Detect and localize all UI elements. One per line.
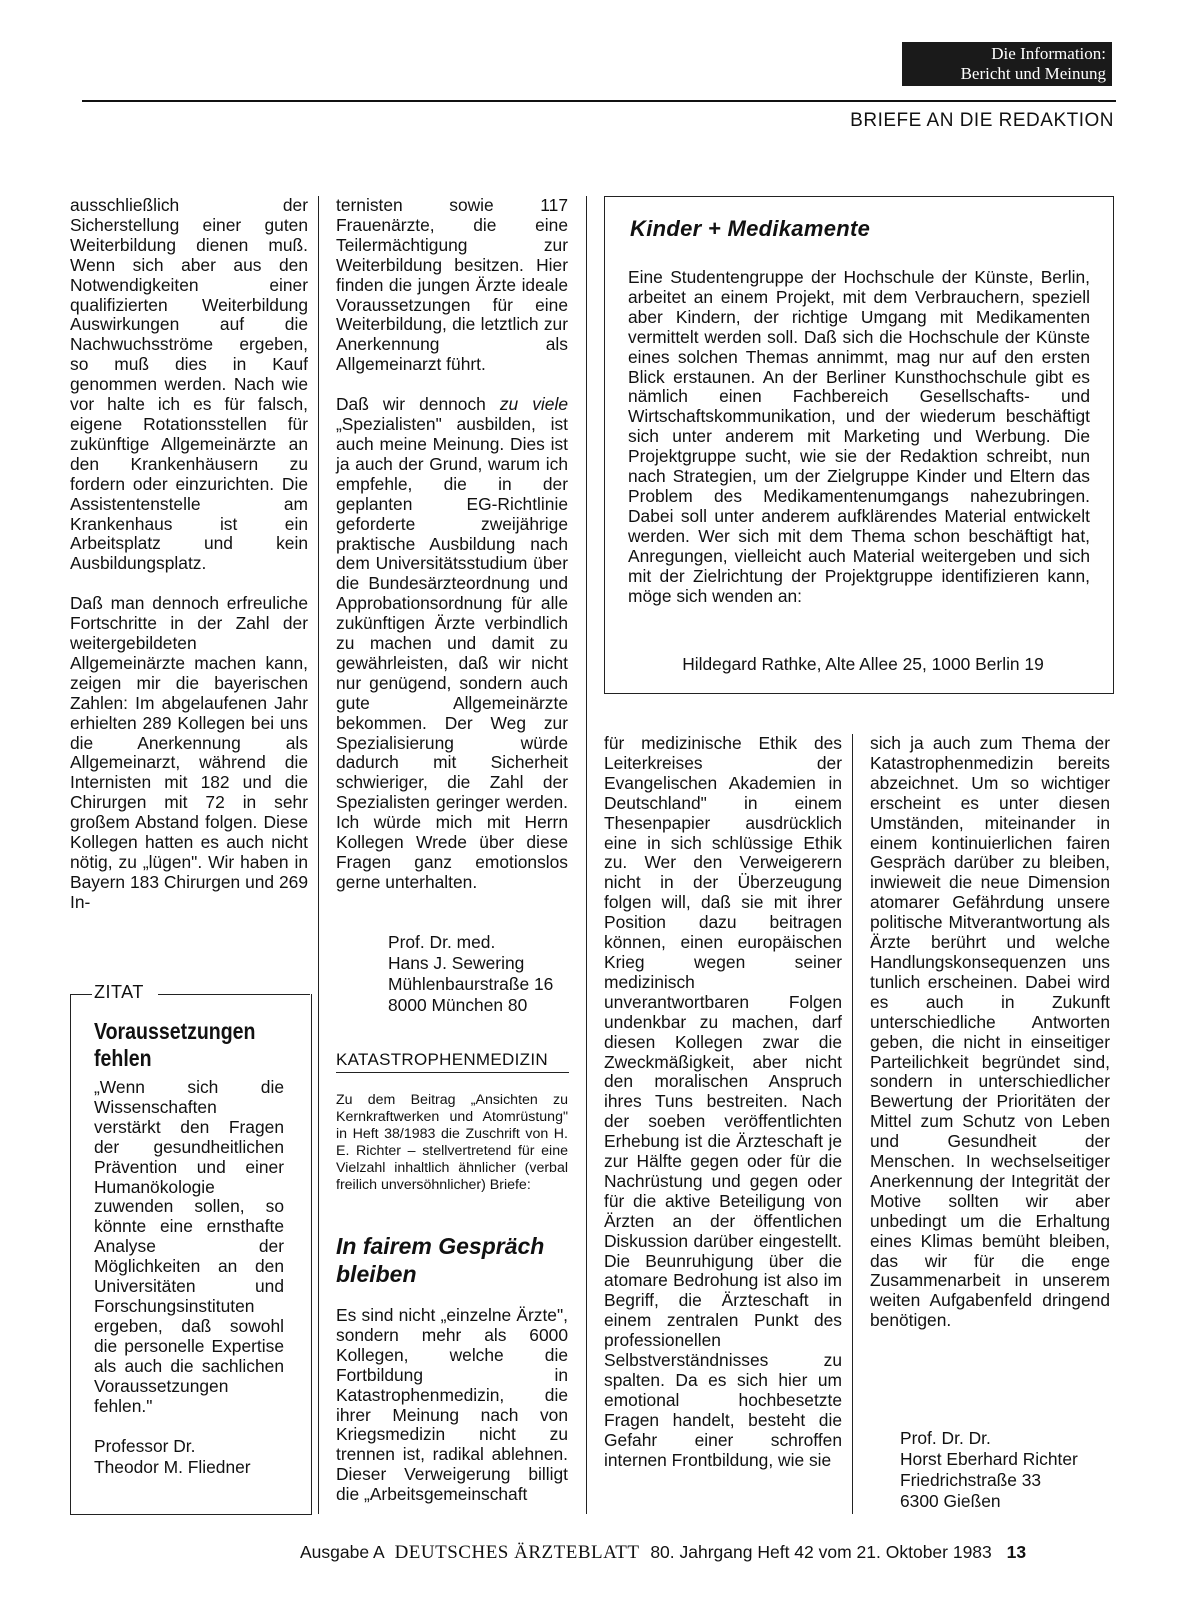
signature-line: Professor Dr. (94, 1436, 196, 1457)
header-rule (82, 100, 1116, 102)
page-footer (300, 1542, 1112, 1564)
emphasis: zu viele (499, 394, 568, 415)
section-badge-line1: Die Information: (991, 44, 1106, 63)
signature-sewering (388, 932, 578, 1016)
signature-line: Prof. Dr. med. (388, 932, 496, 952)
quote-title: Voraussetzungen fehlen (94, 1018, 256, 1071)
paragraph: für medizinische Ethik des Leiterkreises der Evangelischen Akademien in Deutschland" in einem Thesenpapier ausdrücklich eine in sich schlüssige Ethik zu. Wer den Verweigerern nicht in der Überzeugung folgen will, daß sie mit ihrer Position dazu beitragen können, einen europäischen Krieg wegen seiner medizinisch unverantwortbaren Folgen undenkbar zu machen, darf diesen Kollegen zwar die Zweckmäßigkeit, aber nicht den moralischen Anspruch ihres Tuns bestreiten. Nach der soeben veröffentlichten Erhebung ist die Ärzteschaft je zur Hälfte gegen oder für die Nachrüstung und gegen oder für die aktive Beteiligung von Ärzten an der öffentlichen Diskussion darüber eingestellt. Die Beunruhigung über die atomare Bedrohung ist also im Begriff, die Ärzteschaft in einem zentralen Punkt des professionellen Selbstverständnisses zu spalten. Da es sich hier um emotional hochbesetzte Fragen handelt, besteht die Gefahr einer schroffen internen Frontbildung, wie sie (604, 733, 842, 1470)
signature-line: Horst Eberhard Richter (900, 1449, 1078, 1469)
quote-box-rule (158, 994, 310, 995)
footer-issue: 80. Jahrgang Heft 42 vom 21. Oktober 1983 (650, 1542, 992, 1562)
signature-line: Mühlenbaurstraße 16 (388, 974, 554, 994)
paragraph: Daß man dennoch erfreuliche Fortschritte in der Zahl der weitergebildeten Allgemeinärzte machen kann, zeigen mir die bayerischen Zahlen: Im abgelaufenen Jahr erhielten 289 Kollegen bei uns die Anerkennung als Allgemeinarzt, während die Internisten mit 182 und die Chirurgen mit 72 in sehr großem Abstand folgen. Diese Kollegen hatten es auch nicht nötig, zu „lügen". Wir haben in Bayern 183 Chirurgen und 269 In- (70, 593, 308, 912)
page-number: 13 (1006, 1542, 1027, 1562)
footer-edition: Ausgabe A (300, 1542, 384, 1562)
footer-magazine: DEUTSCHES ÄRZTEBLATT (394, 1542, 640, 1563)
paragraph (336, 395, 568, 893)
column-2 (336, 196, 568, 893)
paragraph: Es sind nicht „einzelne Ärzte", sondern mehr als 6000 Kollegen, welche die Fortbildung in Katastrophenmedizin, die ihrer Meinung nach von Kriegsmedizin nicht zu trennen ist, radikal ablehnen. Dieser Verweigerung billigt die „Arbeitsgemeinschaft (336, 1305, 568, 1505)
column-divider (852, 734, 853, 1514)
signature-line: 6300 Gießen (900, 1491, 1001, 1511)
notice-title: Kinder + Medikamente (630, 216, 871, 241)
signature-line: Friedrichstraße 33 (900, 1470, 1042, 1490)
section-title: BRIEFE AN DIE REDAKTION (850, 110, 1114, 131)
notice-address: Hildegard Rathke, Alte Allee 25, 1000 Berlin 19 (682, 654, 1044, 674)
quote-body (94, 1078, 284, 1478)
article-intro: Zu dem Beitrag „Ansichten zu Kernkraftwerken und Atomrüstung" in Heft 38/1983 die Zuschrift von H. E. Richter – stellvertretend für eine Vielzahl inhaltlich ähnlicher (verbal freilich unversöhnlicher) Briefe: (336, 1092, 568, 1193)
signature-line: Theodor M. Fliedner (94, 1457, 251, 1478)
article-start (336, 1306, 568, 1505)
article-title: In fairem Gespräch bleiben (336, 1233, 545, 1287)
text-run: Daß wir dennoch (336, 394, 500, 415)
quote-box-rule (70, 994, 92, 995)
signature-line: Prof. Dr. Dr. (900, 1428, 991, 1448)
paragraph: ausschließlich der Sicherstellung einer guten Weiterbildung dienen muß. Wenn sich aber aus den Notwendigkeiten einer qualifizierten Weiterbildung Auswirkungen auf die Nachwuchsströme ergeben, so muß dies in Kauf genommen werden. Nach wie vor halte ich es für falsch, eigene Rotationsstellen für zukünftige Allgemeinärzte an den Krankenhäusern zu fordern oder einzurichten. Die Assistentenstelle am Krankenhaus ist ein Arbeitsplatz und kein Ausbildungsplatz. (70, 195, 308, 574)
rubric-label: KATASTROPHENMEDIZIN (336, 1050, 548, 1069)
section-badge-line2: Bericht und Meinung (960, 64, 1106, 83)
paragraph: sich ja auch zum Thema der Katastrophenmedizin bereits abzeichnet. Um so wichtiger erscheint es unter diesen Umständen, miteinander in einem kontinuierlichen fairen Gespräch darüber zu bleiben, inwieweit die neue Dimension atomarer Gefährdung unsere politische Mitverantwortung als Ärzte berührt und welche Handlungskonsequenzen uns tunlich erscheinen. Dabei wird es auch in Zukunft unterschiedliche Antworten geben, die nicht in einseitiger Parteilichkeit begründet sind, sondern in unterschiedlicher Bewertung der Prioritäten der Mittel zum Schutz von Leben und Gesundheit der Menschen. In wechselseitiger Anerkennung der Integrität der Motive sollten wir aber unbedingt um die Erhaltung eines Klimas bemüht bleiben, das wir für die enge Zusammenarbeit in unserem weiten Aufgabenfeld dringend benötigen. (870, 733, 1110, 1331)
column-1 (70, 196, 308, 913)
column-divider (318, 196, 319, 1514)
paragraph: Eine Studentengruppe der Hochschule der Künste, Berlin, arbeitet an einem Projekt, mit dem Verbrauchern, speziell aber Kindern, der richtige Umgang mit Medikamenten vermittelt werden soll. Daß sich die Hochschule der Künste eines solchen Themas annimmt, mag nur auf den ersten Blick erstaunen. An der Berliner Kunsthochschule gibt es nämlich einen Fachbereich Gesellschafts- und Wirtschaftskommunikation, und der wiederum beschäftigt sich unter anderem mit Marketing und Werbung. Die Projektgruppe sucht, wie sie der Redaktion schreibt, nun nach Strategien, um der Zielgruppe Kinder und Eltern das Problem des Medikamentenumgangs nahezubringen. Dabei soll unter anderem aufklärendes Material entwickelt werden. Wer sich mit dem Thema schon beschäftigt hat, Anregungen, vielleicht auch Material weitergeben und sich mit der Zielrichtung der Projektgruppe identifizieren kann, möge sich wenden an: (628, 267, 1090, 606)
section-badge (902, 42, 1112, 86)
quote-label: ZITAT (94, 982, 144, 1002)
notice-body (628, 268, 1090, 606)
signature-line: Hans J. Sewering (388, 953, 525, 973)
column-4 (870, 734, 1110, 1331)
column-3 (604, 734, 842, 1471)
rubric-rule (336, 1072, 569, 1073)
signature-line: 8000 München 80 (388, 995, 528, 1015)
quote-text: „Wenn sich die Wissenschaften verstärkt den Fragen der gesundheitlichen Prävention und einer Humanökologie zuwenden sollen, so könnte eine ernsthafte Analyse der Möglichkeiten an den Universitäten und Forschungsinstituten ergeben, daß sowohl die personelle Expertise als auch die sachlichen Voraussetzungen fehlen." (94, 1077, 284, 1416)
signature-richter (900, 1428, 1112, 1512)
paragraph: ternisten sowie 117 Frauenärzte, die eine Teilermächtigung zur Weiterbildung besitzen. Hier finden die jungen Ärzte ideale Voraussetzungen für eine Weiterbildung, die letztlich zur Anerkennung als Allgemeinarzt führt. (336, 195, 568, 375)
quote-signature (94, 1436, 284, 1478)
column-divider (586, 196, 587, 1514)
text-run: „Spezialisten" ausbilden, ist auch meine Meinung. Dies ist ja auch der Grund, warum ich empfehle, die in der geplanten EG-Richtlinie geforderte zweijährige praktische Ausbildung nach dem Universitätsstudium über die Bundesärzteordnung und Approbationsordnung für alle zukünftigen Ärzte verbindlich zu machen und damit zu gewährleisten, daß wir nicht nur genügend, sondern auch gute Allgemeinärzte bekommen. Der Weg zur Spezialisierung würde dadurch mit Sicherheit schwieriger, die Zahl der Spezialisten geringer werden. Ich würde mich mit Herrn Kollegen Wrede über diese Fragen ganz emotionslos gerne unterhalten. (336, 414, 568, 892)
